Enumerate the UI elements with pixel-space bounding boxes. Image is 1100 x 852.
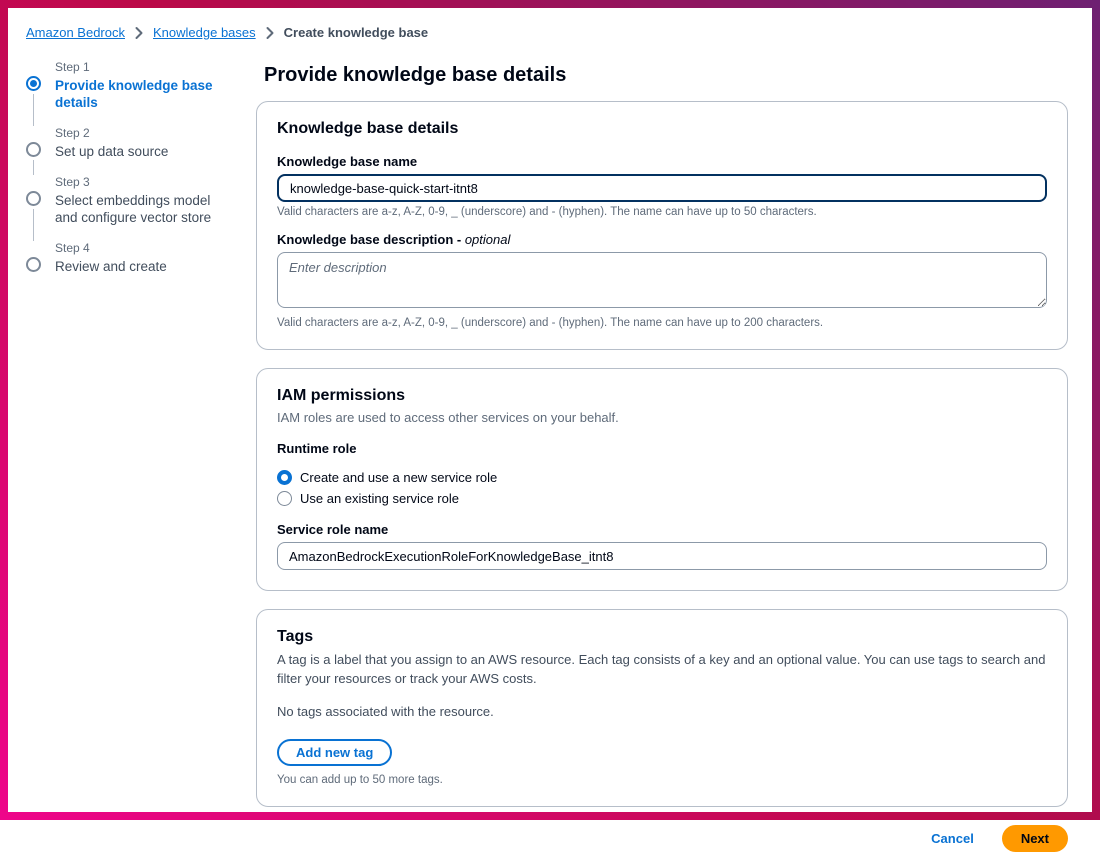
step-4-label: Step 4 bbox=[55, 241, 90, 255]
step-2-rail bbox=[26, 126, 41, 175]
radio-new-service-role-label: Create and use a new service role bbox=[300, 470, 498, 485]
step-1-radio-dot bbox=[30, 80, 37, 87]
radio-unselected-icon[interactable] bbox=[277, 491, 292, 506]
wizard-steps-nav bbox=[26, 60, 238, 290]
step-4-title: Review and create bbox=[55, 259, 167, 274]
wizard-step-3 bbox=[26, 175, 238, 241]
step-4-text bbox=[55, 241, 223, 290]
step-1-text bbox=[55, 60, 223, 126]
breadcrumb-link-knowledge-bases[interactable]: Knowledge bases bbox=[153, 25, 256, 40]
step-1-label: Step 1 bbox=[55, 60, 90, 74]
knowledge-base-details-heading: Knowledge base details bbox=[277, 120, 459, 137]
tags-limit-helper: You can add up to 50 more tags. bbox=[277, 774, 443, 786]
tags-empty-text: No tags associated with the resource. bbox=[277, 704, 494, 719]
breadcrumb-separator-icon bbox=[134, 27, 144, 39]
breadcrumb-link-amazon-bedrock[interactable]: Amazon Bedrock bbox=[26, 25, 125, 40]
step-connector-line bbox=[33, 94, 34, 126]
step-2-text bbox=[55, 126, 223, 175]
description-optional-text: optional bbox=[464, 232, 511, 247]
iam-permissions-panel bbox=[256, 368, 1068, 591]
description-label-text: Knowledge base description - bbox=[277, 232, 462, 247]
radio-selected-icon[interactable] bbox=[277, 470, 292, 485]
step-1-title[interactable]: Provide knowledge base details bbox=[55, 78, 213, 110]
cancel-button[interactable]: Cancel bbox=[925, 830, 980, 847]
knowledge-base-description-field bbox=[277, 232, 1047, 329]
service-role-name-field bbox=[277, 522, 1047, 570]
next-button[interactable]: Next bbox=[1002, 825, 1068, 852]
iam-permissions-description: IAM roles are used to access other services on your behalf. bbox=[277, 410, 619, 425]
step-connector-line bbox=[33, 209, 34, 241]
service-role-name-label: Service role name bbox=[277, 522, 389, 537]
radio-option-existing-service-role[interactable] bbox=[277, 491, 1047, 506]
knowledge-base-details-panel bbox=[256, 101, 1068, 350]
breadcrumb-current: Create knowledge base bbox=[283, 25, 429, 40]
step-3-text bbox=[55, 175, 223, 241]
tags-description: A tag is a label that you assign to an AWS resource. Each tag consists of a key and an optional value. You can use tags to search and filter your resources or track your AWS costs. bbox=[277, 652, 1046, 686]
wizard-step-1 bbox=[26, 60, 238, 126]
step-1-radio-icon bbox=[26, 76, 41, 91]
runtime-role-label: Runtime role bbox=[277, 441, 357, 456]
add-new-tag-button[interactable]: Add new tag bbox=[277, 739, 392, 766]
step-4-rail bbox=[26, 241, 41, 290]
create-knowledge-base-page bbox=[8, 8, 1092, 846]
step-3-label: Step 3 bbox=[55, 175, 90, 189]
knowledge-base-description-helper: Valid characters are a-z, A-Z, 0-9, _ (underscore) and - (hyphen). The name can have up to 200 characters. bbox=[277, 317, 824, 329]
step-3-title: Select embeddings model and configure vector store bbox=[55, 193, 212, 225]
tags-panel bbox=[256, 609, 1068, 807]
wizard-actions bbox=[256, 825, 1068, 852]
breadcrumb-separator-icon bbox=[265, 27, 275, 39]
step-4-radio-icon bbox=[26, 257, 41, 272]
knowledge-base-name-helper: Valid characters are a-z, A-Z, 0-9, _ (underscore) and - (hyphen). The name can have up to 50 characters. bbox=[277, 206, 817, 218]
breadcrumb bbox=[26, 25, 428, 40]
knowledge-base-name-label: Knowledge base name bbox=[277, 154, 418, 169]
knowledge-base-description-label bbox=[277, 232, 1047, 247]
wizard-step-2 bbox=[26, 126, 238, 175]
step-connector-line bbox=[33, 160, 34, 175]
radio-existing-service-role-label: Use an existing service role bbox=[300, 491, 459, 506]
knowledge-base-description-textarea[interactable] bbox=[277, 252, 1047, 308]
step-2-title: Set up data source bbox=[55, 144, 169, 159]
step-3-radio-icon bbox=[26, 191, 41, 206]
page-title: Provide knowledge base details bbox=[264, 64, 567, 86]
wizard-step-4 bbox=[26, 241, 238, 290]
step-2-label: Step 2 bbox=[55, 126, 90, 140]
step-1-rail bbox=[26, 60, 41, 126]
radio-option-new-service-role[interactable] bbox=[277, 470, 1047, 485]
step-3-rail bbox=[26, 175, 41, 241]
knowledge-base-name-field bbox=[277, 154, 1047, 218]
tags-heading: Tags bbox=[277, 628, 314, 645]
service-role-name-input[interactable] bbox=[277, 542, 1047, 570]
step-2-radio-icon bbox=[26, 142, 41, 157]
main-content bbox=[256, 64, 1068, 852]
knowledge-base-name-input[interactable] bbox=[277, 174, 1047, 202]
iam-permissions-heading: IAM permissions bbox=[277, 387, 406, 404]
